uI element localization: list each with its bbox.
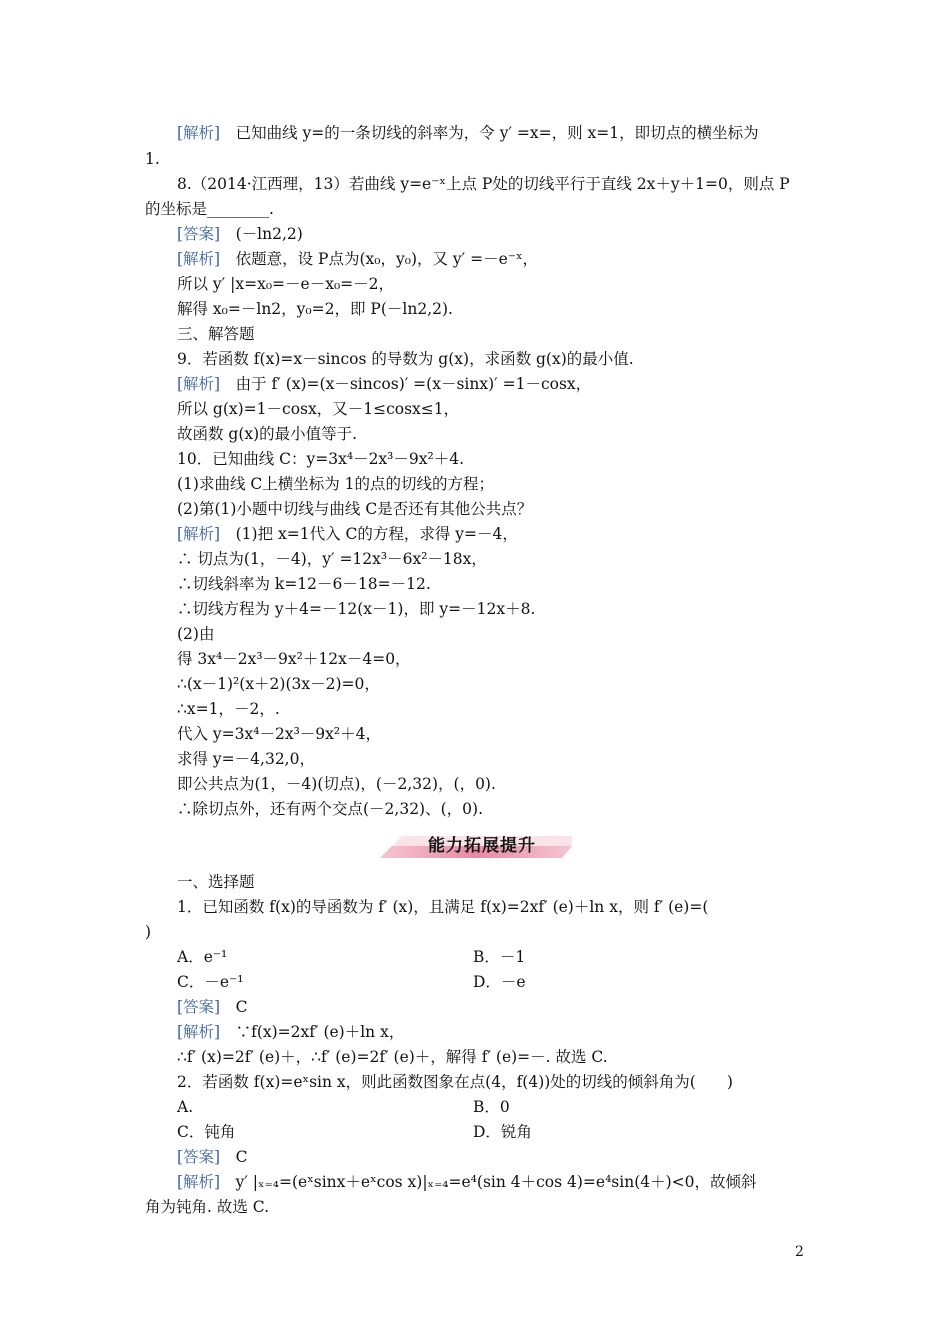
choice-row bbox=[177, 1096, 807, 1118]
choice-a: A. bbox=[177, 1098, 194, 1116]
question-10: 10．已知曲线 C：y=3x⁴－2x³－9x²＋4. bbox=[177, 450, 464, 468]
banner-title: 能力拓展提升 bbox=[428, 836, 536, 856]
section-heading: 三、解答题 bbox=[177, 325, 255, 343]
analysis-tag: [解析] bbox=[177, 1173, 221, 1191]
text-line: 1. bbox=[145, 150, 160, 168]
choice-b: B．0 bbox=[473, 1098, 510, 1116]
choice-row bbox=[177, 946, 807, 968]
text-line: ∴切线方程为 y＋4=－12(x－1)，即 y=－12x＋8. bbox=[177, 600, 536, 618]
analysis-line: [解析] ∵f(x)=2xf′ (e)＋ln x， bbox=[177, 1023, 405, 1041]
text-line: ) bbox=[145, 923, 152, 941]
text-line: 即公共点为(1，－4)(切点)，(－2,32)，(，0). bbox=[177, 775, 496, 793]
text-line: 所以 g(x)=1－cosx，又－1≤cosx≤1， bbox=[177, 400, 460, 418]
choice-c: C．钝角 bbox=[177, 1123, 236, 1141]
analysis-tag: [解析] bbox=[177, 1023, 221, 1041]
text-line: 的坐标是________. bbox=[145, 200, 274, 218]
choice-b: B．－1 bbox=[473, 948, 526, 966]
text-line: 角为钝角. 故选 C. bbox=[145, 1198, 270, 1216]
text-line: (2)第(1)小题中切线与曲线 C是否还有其他公共点？ bbox=[177, 500, 533, 518]
answer-line: [答案] (－ln2,2) bbox=[177, 225, 303, 243]
question-2: 2．若函数 f(x)=eˣsin x，则此函数图象在点(4，f(4))处的切线的倾斜角为( ) bbox=[177, 1073, 733, 1091]
choice-d: D．－e bbox=[473, 973, 526, 991]
text-line: 得 3x⁴－2x³－9x²＋12x－4=0， bbox=[177, 650, 411, 668]
text-line: (2)由 bbox=[177, 625, 215, 643]
choice-row bbox=[177, 971, 807, 993]
analysis-line: [解析] y′ |ₓ₌₄=(eˣsinx＋eˣcos x)|ₓ₌₄=e⁴(sin 4＋cos 4)=e⁴sin(4＋)<0，故倾斜 bbox=[177, 1173, 757, 1191]
answer-tag: [答案] bbox=[177, 998, 221, 1016]
text-line: ∴x=1，－2，. bbox=[177, 700, 280, 718]
text-line: ∴(x－1)²(x＋2)(3x－2)=0， bbox=[177, 675, 380, 693]
text-line: 求得 y=－4,32,0， bbox=[177, 750, 315, 768]
section-banner bbox=[372, 828, 582, 862]
answer-tag: [答案] bbox=[177, 1148, 221, 1166]
choice-row bbox=[177, 1121, 807, 1143]
text-line: ∴f′ (x)=2f′ (e)＋，∴f′ (e)=2f′ (e)＋，解得 f′ (e)=－. 故选 C. bbox=[177, 1048, 608, 1066]
text-line: ∴ 切点为(1，－4)，y′ =12x³－6x²－18x， bbox=[177, 550, 487, 568]
section-heading: 一、选择题 bbox=[177, 873, 255, 891]
text-line: ∴切线斜率为 k=12－6－18=－12. bbox=[177, 575, 431, 593]
analysis-line: [解析] 依题意，设 P点为(x₀，y₀)，又 y′ =－e⁻ˣ， bbox=[177, 250, 539, 268]
choice-d: D．锐角 bbox=[473, 1123, 532, 1141]
analysis-tag: [解析] bbox=[177, 375, 221, 393]
page-number: 2 bbox=[795, 1244, 804, 1260]
question-9: 9．若函数 f(x)=x－sincos 的导数为 g(x)，求函数 g(x)的最小值. bbox=[177, 350, 634, 368]
analysis-tag: [解析] bbox=[177, 124, 221, 142]
text-line: ∴除切点外，还有两个交点(－2,32)、(，0). bbox=[177, 800, 483, 818]
text-line: 解得 x₀=－ln2，y₀=2，即 P(－ln2,2). bbox=[177, 300, 453, 318]
answer-line: [答案] C bbox=[177, 1148, 248, 1166]
choice-c: C．－e⁻¹ bbox=[177, 973, 244, 991]
text-line: 故函数 g(x)的最小值等于. bbox=[177, 425, 358, 443]
answer-tag: [答案] bbox=[177, 225, 221, 243]
analysis-tag: [解析] bbox=[177, 250, 221, 268]
choice-a: A．e⁻¹ bbox=[177, 948, 228, 966]
text-line: (1)求曲线 C上横坐标为 1的点的切线的方程； bbox=[177, 475, 495, 493]
answer-line: [答案] C bbox=[177, 998, 248, 1016]
text-line: 所以 y′ |x=x₀=－e－x₀=－2， bbox=[177, 275, 395, 293]
question-1: 1．已知函数 f(x)的导函数为 f′ (x)，且满足 f(x)=2xf′ (e)＋ln x，则 f′ (e)=( bbox=[177, 898, 709, 916]
analysis-line: [解析] 已知曲线 y=的一条切线的斜率为，令 y′ =x=，则 x=1，即切点的横坐标为 bbox=[177, 124, 759, 142]
question-8: 8.（2014·江西理，13）若曲线 y=e⁻ˣ上点 P处的切线平行于直线 2x＋y＋1=0，则点 P bbox=[177, 175, 790, 193]
analysis-line: [解析] 由于 f′ (x)=(x－sincos)′ =(x－sinx)′ =1－cosx， bbox=[177, 375, 592, 393]
analysis-tag: [解析] bbox=[177, 525, 221, 543]
analysis-line: [解析] (1)把 x=1代入 C的方程，求得 y=－4， bbox=[177, 525, 518, 543]
text-line: 代入 y=3x⁴－2x³－9x²＋4， bbox=[177, 725, 381, 743]
